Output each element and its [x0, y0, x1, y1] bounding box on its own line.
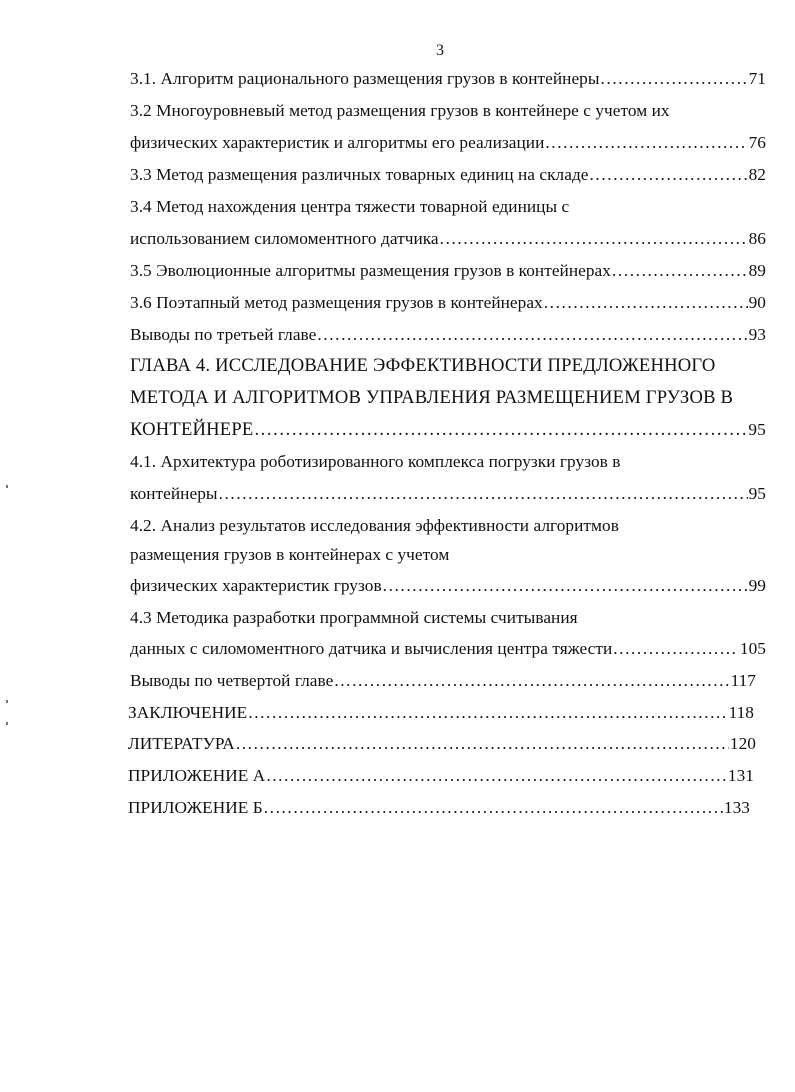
toc-entry-page: 131: [727, 766, 754, 785]
toc-leader-dots: [248, 702, 727, 724]
toc-leader-dots: [545, 132, 747, 154]
toc-entry-page: 95: [748, 484, 766, 503]
toc-entry-4-1[interactable]: [130, 483, 766, 505]
toc-entry-literature[interactable]: [128, 733, 756, 755]
toc-leader-dots: [612, 260, 748, 282]
toc-entry-4-3[interactable]: [130, 638, 766, 660]
toc-leader-dots: [317, 324, 747, 346]
toc-entry-title: физических характеристик грузов: [130, 576, 382, 595]
toc-leader-dots: [601, 68, 748, 90]
toc-entry-page: 99: [748, 576, 766, 595]
toc-entry-page: 95: [748, 420, 766, 439]
toc-entry-page: 90: [748, 293, 766, 312]
toc-entry-appendix-b[interactable]: [128, 797, 750, 819]
toc-entry-title: 3.5 Эволюционные алгоритмы размещения грузов в контейнерах: [130, 261, 611, 280]
toc-entry-title: данных с силомоментного датчика и вычисления центра тяжести: [130, 639, 613, 658]
toc-entry-page: 76: [748, 133, 766, 152]
toc-entry-4-2-line2[interactable]: размещения грузов в контейнерах с учетом: [130, 545, 450, 564]
toc-entry-title: КОНТЕЙНЕРЕ: [130, 419, 254, 440]
toc-entry-conclusion[interactable]: [128, 702, 754, 724]
toc-entry-page: 82: [748, 165, 766, 184]
toc-entry-title: ПРИЛОЖЕНИЕ А: [128, 766, 266, 785]
scan-artifact-mark: [6, 485, 8, 488]
toc-leader-dots: [383, 575, 748, 597]
toc-entry-page: 71: [748, 69, 766, 88]
toc-entry-title: ЗАКЛЮЧЕНИЕ: [128, 703, 248, 722]
toc-entry-title: использованием силомоментного датчика: [130, 229, 439, 248]
toc-entry-3-4[interactable]: [130, 228, 766, 250]
toc-entry-conclusions-ch3[interactable]: [130, 324, 766, 346]
page-number: 3: [436, 42, 444, 59]
toc-leader-dots: [544, 292, 748, 314]
toc-entry-page: 118: [728, 703, 754, 722]
toc-entry-page: 117: [730, 671, 756, 690]
toc-entry-title: 3.3 Метод размещения различных товарных единиц на складе: [130, 165, 589, 184]
toc-entry-4-2[interactable]: [130, 575, 766, 597]
toc-entry-3-3[interactable]: [130, 164, 766, 186]
toc-entry-3-2[interactable]: [130, 132, 766, 154]
toc-entry-4-2-line1[interactable]: 4.2. Анализ результатов исследования эффективности алгоритмов: [130, 516, 619, 535]
toc-entry-3-1[interactable]: [130, 68, 766, 90]
toc-entry-title: ЛИТЕРАТУРА: [128, 734, 235, 753]
toc-chapter-4-line1[interactable]: ГЛАВА 4. ИССЛЕДОВАНИЕ ЭФФЕКТИВНОСТИ ПРЕДЛОЖЕННОГО: [130, 355, 716, 376]
toc-entry-title: физических характеристик и алгоритмы его реализации: [130, 133, 545, 152]
scan-artifact-mark: [6, 722, 8, 725]
toc-leader-dots: [219, 483, 748, 505]
toc-leader-dots: [254, 419, 747, 441]
toc-entry-3-5[interactable]: [130, 260, 766, 282]
toc-entry-title: контейнеры: [130, 484, 218, 503]
toc-entry-page: 105: [739, 639, 766, 658]
scan-artifact-mark: [6, 700, 8, 703]
toc-entry-3-6[interactable]: [130, 292, 766, 314]
toc-leader-dots: [236, 733, 729, 755]
toc-entry-4-1-line1[interactable]: 4.1. Архитектура роботизированного комплекса погрузки грузов в: [130, 452, 621, 471]
toc-entry-page: 86: [748, 229, 766, 248]
toc-entry-3-2-line1[interactable]: 3.2 Многоуровневый метод размещения грузов в контейнере с учетом их: [130, 101, 670, 120]
toc-leader-dots: [266, 765, 727, 787]
toc-entry-title: Выводы по третьей главе: [130, 325, 317, 344]
toc-chapter-4[interactable]: [130, 419, 766, 441]
toc-entry-appendix-a[interactable]: [128, 765, 754, 787]
toc-entry-page: 120: [729, 734, 756, 753]
toc-entry-page: 93: [748, 325, 766, 344]
toc-entry-title: 3.6 Поэтапный метод размещения грузов в контейнерах: [130, 293, 543, 312]
toc-leader-dots: [264, 797, 723, 819]
toc-entry-4-3-line1[interactable]: 4.3 Методика разработки программной системы считывания: [130, 608, 578, 627]
toc-chapter-4-line2[interactable]: МЕТОДА И АЛГОРИТМОВ УПРАВЛЕНИЯ РАЗМЕЩЕНИЕМ ГРУЗОВ В: [130, 387, 734, 408]
toc-entry-title: Выводы по четвертой главе: [130, 671, 334, 690]
toc-leader-dots: [334, 670, 729, 692]
toc-leader-dots: [440, 228, 748, 250]
toc-entry-title: ПРИЛОЖЕНИЕ Б: [128, 798, 263, 817]
toc-entry-title: 3.1. Алгоритм рационального размещения грузов в контейнеры: [130, 69, 600, 88]
toc-leader-dots: [613, 638, 739, 660]
toc-entry-3-4-line1[interactable]: 3.4 Метод нахождения центра тяжести товарной единицы с: [130, 197, 570, 216]
toc-entry-page: 133: [723, 798, 750, 817]
toc-entry-page: 89: [748, 261, 766, 280]
toc-leader-dots: [590, 164, 748, 186]
toc-entry-conclusions-ch4[interactable]: [130, 670, 756, 692]
